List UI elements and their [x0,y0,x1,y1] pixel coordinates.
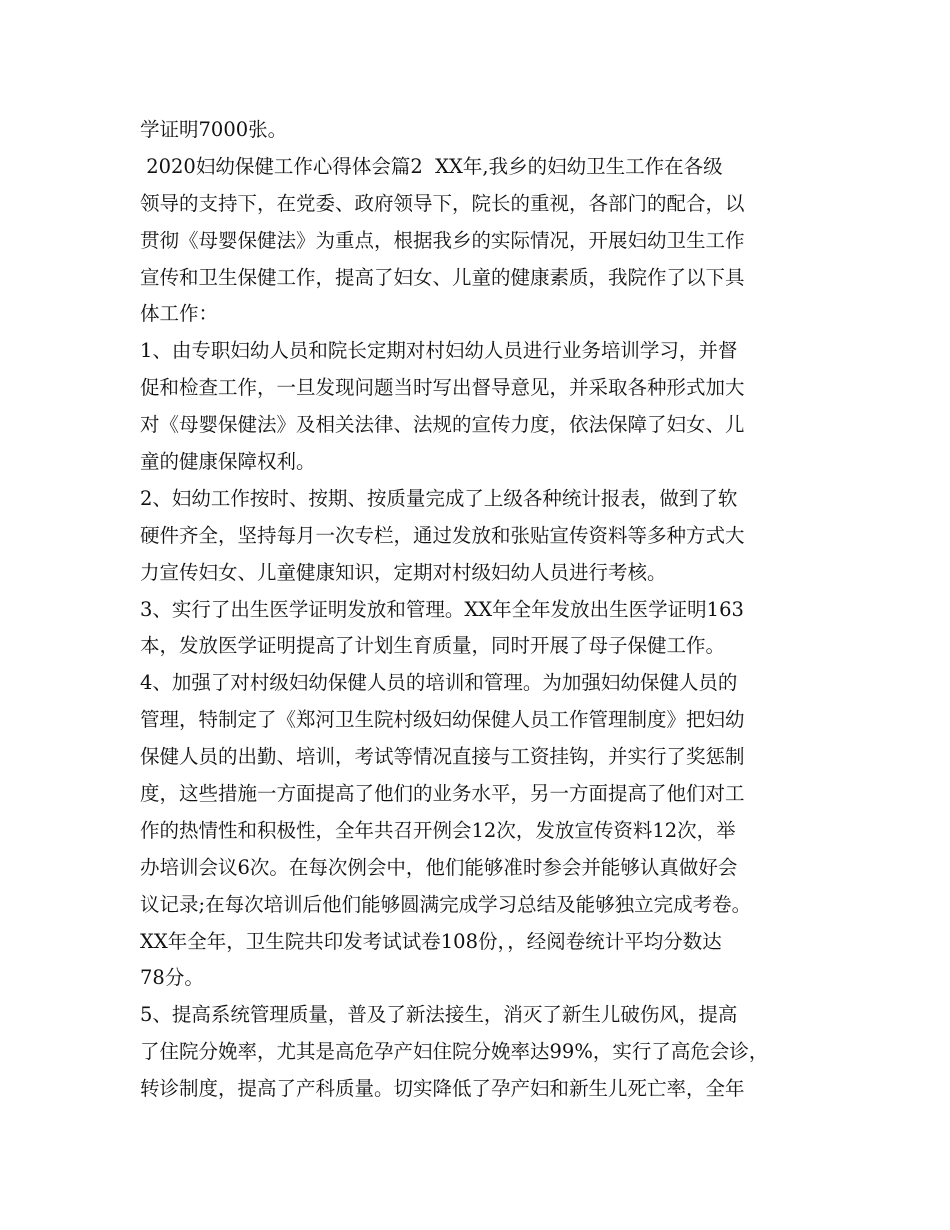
text-line: 议记录;在每次培训后他们能够圆满完成学习总结及能够独立完成考卷。 [140,892,752,916]
text-line: 贯彻《母婴保健法》为重点，根据我乡的实际情况，开展妇幼卫生工作 [140,228,745,252]
text-line: 促和检查工作，一旦发现问题当时写出督导意见，并采取各种形式加大 [140,376,745,400]
text-line: XX年全年，卫生院共印发考试试卷108份，，经阅卷统计平均分数达 [140,929,722,953]
text-line: 保健人员的出勤、培训，考试等情况直接与工资挂钩，并实行了奖惩制 [140,745,745,769]
text-line: 3、实行了出生医学证明发放和管理。XX年全年发放出生医学证明163 [140,597,744,621]
text-line: 体工作： [140,302,219,326]
text-line: 力宣传妇女、儿童健康知识，定期对村级妇幼人员进行考核。 [140,560,667,584]
text-line: 78分。 [140,966,204,990]
text-line: 童的健康保障权利。 [140,450,316,474]
text-line: 学证明7000张。 [140,118,288,141]
text-line: 本，发放医学证明提高了计划生育质量，同时开展了母子保健工作。 [140,634,726,658]
text-line: 管理，特制定了《郑河卫生院村级妇幼保健人员工作管理制度》把妇幼 [140,708,745,732]
text-line: 对《母婴保健法》及相关法律、法规的宣传力度，依法保障了妇女、儿 [140,413,745,437]
text-line: 5、提高系统管理质量，普及了新法接生，消灭了新生儿破伤风，提高 [140,1003,738,1027]
text-line: 2020妇幼保健工作心得体会篇2 XX年,我乡的妇幼卫生工作在各级 [140,154,723,178]
text-line: 作的热情性和积极性，全年共召开例会12次，发放宣传资料12次，举 [140,818,736,842]
text-line: 1、由专职妇幼人员和院长定期对村妇幼人员进行业务培训学习，并督 [140,339,738,363]
text-line: 度，这些措施一方面提高了他们的业务水平，另一方面提高了他们对工 [140,782,745,806]
document-body [140,112,830,1108]
text-line: 转诊制度，提高了产科质量。切实降低了孕产妇和新生儿死亡率，全年 [140,1077,745,1101]
text-line: 领导的支持下，在党委、政府领导下，院长的重视，各部门的配合，以 [140,191,745,215]
text-line: 宣传和卫生保健工作，提高了妇女、儿童的健康素质，我院作了以下具 [140,265,745,289]
text-line: 了住院分娩率，尤其是高危孕产妇住院分娩率达99%，实行了高危会诊， [140,1040,769,1064]
text-line: 2、妇幼工作按时、按期、按质量完成了上级各种统计报表，做到了软 [140,486,738,510]
text-line: 4、加强了对村级妇幼保健人员的培训和管理。为加强妇幼保健人员的 [140,671,738,695]
text-line: 办培训会议6次。在每次例会中，他们能够准时参会并能够认真做好会 [140,855,738,879]
text-line: 硬件齐全，坚持每月一次专栏，通过发放和张贴宣传资料等多种方式大 [140,523,745,547]
